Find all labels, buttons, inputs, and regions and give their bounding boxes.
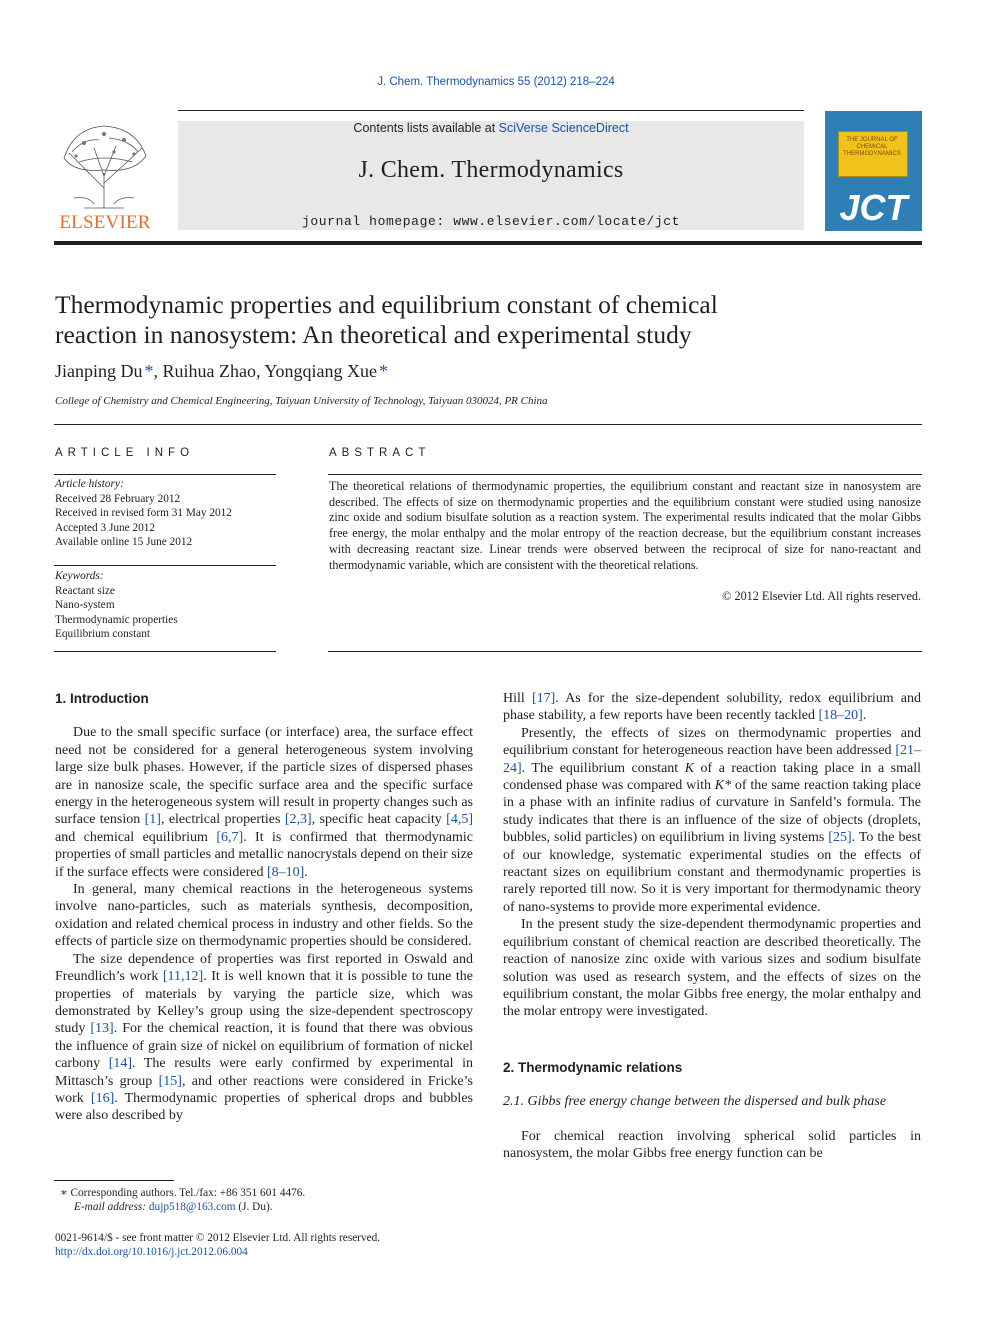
reference-link[interactable]: [15] bbox=[158, 1073, 182, 1089]
journal-banner bbox=[178, 121, 804, 230]
divider bbox=[54, 565, 276, 566]
keyword: Reactant size bbox=[55, 584, 115, 597]
footnotes bbox=[60, 1186, 480, 1214]
abstract-text: The theoretical relations of thermodynamic properties, the equilibrium constant and reactant size in nanosystem are described. The effects of size on thermodynamic properties and the equilibrium constant were studied using nanosize zinc oxide and sodium bisulfate solution as a reaction system. The experimental results indicated that the molar Gibbs free energy, the molar enthalpy and the molar entropy of the reaction decrease, but the equilibrium constant increases with decreasing reactant size. Linear trends were observed between the reciprocal of size for nano-reactant and thermodynamic variable, which are consistent with the theoretical relations. bbox=[329, 479, 921, 572]
divider bbox=[54, 474, 276, 475]
publication-info bbox=[55, 1231, 485, 1259]
history-item: Accepted 3 June 2012 bbox=[55, 521, 156, 534]
reference-link[interactable]: [17] bbox=[531, 691, 556, 706]
abstract-heading: ABSTRACT bbox=[329, 447, 431, 459]
reference-link[interactable]: [25] bbox=[828, 830, 852, 846]
divider bbox=[328, 474, 922, 475]
author-name: Jianping Du bbox=[55, 361, 143, 381]
section-heading: 2. Thermodynamic relations bbox=[503, 1059, 683, 1075]
cover-jct-mark: JCT bbox=[839, 187, 908, 228]
reference-link[interactable]: [1] bbox=[144, 812, 161, 828]
reference-link[interactable]: [18–20] bbox=[818, 708, 863, 724]
author-list: Jianping Du *, Ruihua Zhao, Yongqiang Xue * bbox=[55, 361, 389, 381]
issn-line: 0021-9614/$ - see front matter © 2012 Elsevier Ltd. All rights reserved. bbox=[55, 1232, 381, 1244]
corresponding-author-marker[interactable]: * bbox=[144, 361, 154, 381]
journal-citation[interactable]: J. Chem. Thermodynamics 55 (2012) 218–224 bbox=[377, 76, 615, 88]
divider bbox=[54, 424, 922, 425]
reference-link[interactable]: [13] bbox=[90, 1021, 114, 1037]
paragraph: In general, many chemical reactions in the heterogeneous systems involve nano-particles, such as materials synthesis, decomposition, oxidation and related chemical process in industry and other fields. So the effects of particle size on thermodynamic properties should be considered. bbox=[55, 882, 473, 950]
abstract-copyright: © 2012 Elsevier Ltd. All rights reserved. bbox=[722, 589, 921, 603]
contents-line: Contents lists available at SciVerse ScienceDirect bbox=[353, 121, 629, 135]
history-item: Received 28 February 2012 bbox=[55, 492, 181, 505]
keywords: Keywords: Reactant size Nano-system Thermodynamic properties Equilibrium constant bbox=[55, 569, 277, 642]
cover-title-label: THE JOURNAL OF CHEMICAL THERMODYNAMICS bbox=[843, 137, 901, 157]
author-name: Yongqiang Xue bbox=[264, 361, 378, 381]
subsection-heading: 2.1. Gibbs free energy change between the dispersed and bulk phase bbox=[503, 1094, 887, 1110]
journal-cover-thumbnail[interactable] bbox=[825, 111, 922, 231]
sciencedirect-link[interactable]: SciVerse ScienceDirect bbox=[498, 121, 629, 135]
footnote-rule bbox=[54, 1180, 174, 1181]
reference-link[interactable]: [2,3] bbox=[284, 812, 312, 828]
divider bbox=[328, 651, 922, 652]
paragraph: For chemical reaction involving spherical solid particles in nanosystem, the molar Gibbs free energy function can be bbox=[503, 1128, 921, 1161]
email-note: E-mail address: dujp518@163.com (J. Du). bbox=[74, 1201, 273, 1213]
keyword: Equilibrium constant bbox=[55, 628, 151, 640]
journal-homepage[interactable]: journal homepage: www.elsevier.com/locate/jct bbox=[301, 214, 681, 229]
header-thick-rule bbox=[54, 241, 922, 245]
header-rule bbox=[178, 110, 804, 111]
reference-link[interactable]: [6,7] bbox=[216, 829, 244, 845]
section-heading: 1. Introduction bbox=[55, 691, 149, 706]
history-item: Received in revised form 31 May 2012 bbox=[55, 507, 232, 519]
history-item: Available online 15 June 2012 bbox=[55, 536, 193, 548]
corresponding-author-note: ∗ Corresponding authors. Tel./fax: +86 351 601 4476. bbox=[60, 1187, 306, 1199]
keyword: Nano-system bbox=[55, 599, 115, 611]
keyword: Thermodynamic properties bbox=[55, 613, 178, 626]
author-name: Ruihua Zhao bbox=[162, 361, 256, 381]
reference-link[interactable]: [8–10] bbox=[266, 864, 305, 880]
elsevier-wordmark: ELSEVIER bbox=[59, 212, 151, 233]
paragraph: Presently, the effects of sizes on thermodynamic properties and equilibrium constant for heterogeneous reaction have been addressed [21–24]. The equilibrium constant K of a reaction taking place in a small condensed phase was compared with K* of the same reaction taking place in a phase with an infinite radius of curvature in Sanfeld’s formula. The study indicates that there is an influence of the size of objects (droplets, bubbles, solid particles) on equilibrium in living systems [25]. To the best of our knowledge, systematic experimental studies on the effects of reactant sizes on equilibrium constant and thermodynamic properties is rarely reported till now. So it is very important for thermodynamic theory of nano-systems to provide more experimental evidence. bbox=[503, 725, 922, 915]
divider bbox=[54, 651, 276, 652]
paragraph: The size dependence of properties was first reported in Oswald and Freundlich’s work [11,12]. It is well known that it is possible to tune the properties of materials by varying the particle size, which was demonstrated by Kelley’s group using the size-dependent spectroscopy study [13]. For the chemical reaction, it is found that there was obvious the influence of grain size of nickel on equilibrium of formation of nickel carbony [14]. The results were early confirmed by experimental in Mittasch’s group [15], and other reactions were considered in Fricke’s work [16]. Thermodynamic properties of spherical drops and bubbles were also described by bbox=[55, 951, 474, 1124]
article-title: Thermodynamic properties and equilibrium constant of chemical reaction in nanosystem: An theoretical and experimental study bbox=[55, 290, 718, 349]
paragraph: Due to the small specific surface (or interface) area, the surface effect need not be considered for a general heterogeneous system involving large size bulk phases. However, if the particle sizes of dispersed phases are in nanosize scale, the specific surface area and the specific surface energy in the heterogeneous system will result in property changes such as surface tension [1], electrical properties [2,3], specific heat capacity [4,5] and chemical equilibrium [6,7]. It is confirmed that thermodynamic properties of small particles and metallic nanocrystals depend on their size if the surface effects were considered [8–10]. bbox=[55, 725, 473, 880]
right-column bbox=[503, 690, 921, 1162]
article-history: Article history: Received 28 February 2012 Received in revised form 31 May 2012 Accepted 3 June 2012 Available online 15 June 2012 bbox=[55, 477, 277, 550]
corresponding-author-marker[interactable]: * bbox=[379, 361, 389, 381]
reference-link[interactable]: [11,12] bbox=[162, 969, 204, 985]
reference-link[interactable]: [4,5] bbox=[446, 812, 473, 828]
doi-link[interactable]: http://dx.doi.org/10.1016/j.jct.2012.06.004 bbox=[55, 1246, 248, 1258]
reference-link[interactable]: [16] bbox=[90, 1090, 115, 1106]
journal-title: J. Chem. Thermodynamics bbox=[358, 157, 624, 183]
left-column bbox=[55, 690, 473, 1125]
article-info-heading: ARTICLE INFO bbox=[55, 447, 195, 459]
reference-link[interactable]: [21–24] bbox=[503, 743, 921, 776]
reference-link[interactable]: [14] bbox=[108, 1056, 133, 1072]
paragraph: In the present study the size-dependent thermodynamic properties and equilibrium constant of chemical reaction are described theoretically. The reaction of nanosize zinc oxide with various sizes and sodium bisulfate solution was used as research system, and the effects of sizes on the equilibrium constant, the molar Gibbs free energy, the molar enthalpy and the molar entropy were investigated. bbox=[503, 917, 921, 1020]
paragraph: Hill [17]. As for the size-dependent solubility, redox equilibrium and phase stability, a few reports have been recently tackled [18–20]. bbox=[503, 691, 922, 724]
email-link[interactable]: dujp518@163.com bbox=[148, 1201, 236, 1213]
affiliation: College of Chemistry and Chemical Engineering, Taiyuan University of Technology, Taiyuan 030024, PR China bbox=[55, 395, 548, 407]
